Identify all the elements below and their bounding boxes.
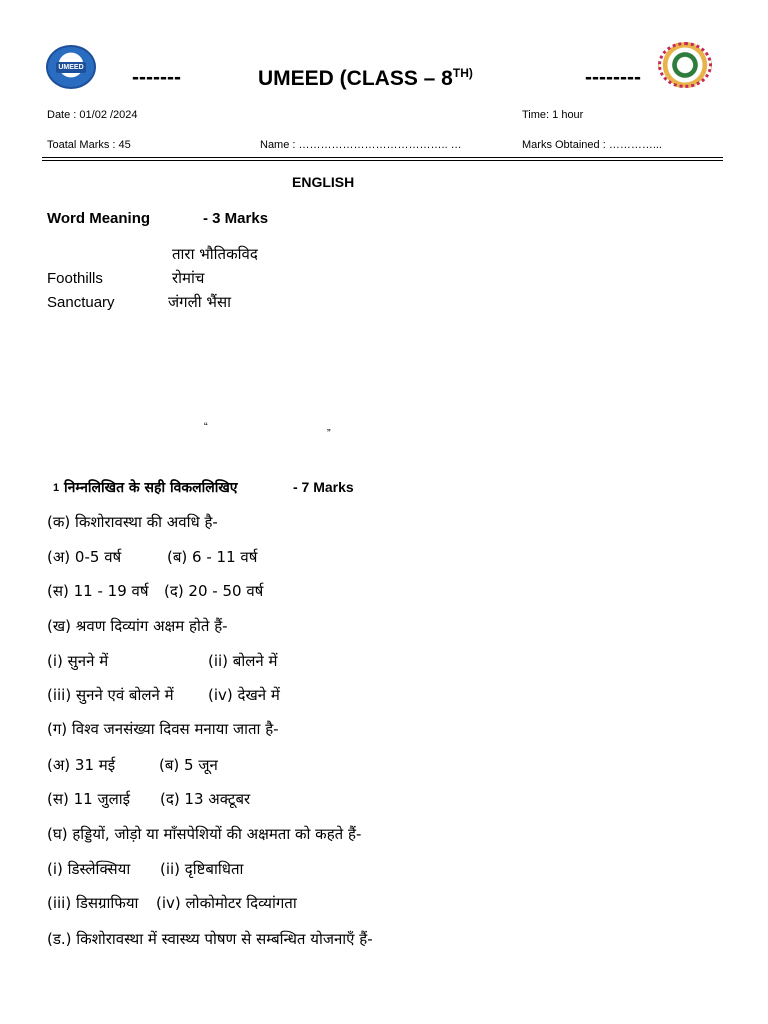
option-line: (ii) दृष्टिबाधिता xyxy=(160,860,244,878)
word-meaning-1: तारा भौतिकविद xyxy=(172,245,258,263)
header-divider-second xyxy=(42,160,723,161)
word-meaning-2: रोमांच xyxy=(172,269,205,287)
question-line: (घ) हड्डियों, जोड़ो या माँसपेशियों की अक्षमता को कहते हैं- xyxy=(47,825,362,843)
option-line: (ब) 6 - 11 वर्ष xyxy=(167,548,258,566)
header-dashes-left: ------- xyxy=(132,66,181,89)
institution-seal-logo xyxy=(658,42,712,88)
option-line: (अ) 0-5 वर्ष xyxy=(47,548,122,566)
header-dashes-right: -------- xyxy=(585,66,641,89)
option-line: (i) डिस्लेक्सिया xyxy=(47,860,131,878)
question-marks: - 7 Marks xyxy=(293,479,354,495)
quote-close: „ xyxy=(327,421,331,433)
header-divider xyxy=(42,157,723,158)
option-line: (द) 20 - 50 वर्ष xyxy=(164,582,264,600)
marks-obtained-field: Marks Obtained : …………... xyxy=(522,139,662,151)
question-line: (क) किशोरावस्था की अवधि है- xyxy=(47,513,218,531)
total-marks: Toatal Marks : 45 xyxy=(47,139,131,151)
word-meaning-3: जंगली भैंसा xyxy=(168,293,231,311)
option-line: (iii) सुनने एवं बोलने में xyxy=(47,686,174,704)
option-line: (द) 13 अक्टूबर xyxy=(160,790,251,808)
page-title: UMEED (CLASS – $8^{TH)}$ xyxy=(258,66,473,90)
umeed-logo-text: UMEED xyxy=(56,62,86,73)
subject-heading: ENGLISH xyxy=(292,174,355,190)
word-meaning-heading: Word Meaning xyxy=(47,210,151,227)
option-line: (अ) 31 मई xyxy=(47,756,116,774)
question-line: (ख) श्रवण दिव्यांग अक्षम होते हैं- xyxy=(47,617,228,635)
option-line: (i) सुनने में xyxy=(47,652,109,670)
umeed-logo xyxy=(46,45,96,89)
exam-time: Time: 1 hour xyxy=(522,109,584,121)
question-number: 1 xyxy=(53,482,60,494)
option-line: (iii) डिसग्राफिया xyxy=(47,894,139,912)
option-line: (स) 11 - 19 वर्ष xyxy=(47,582,149,600)
word-meaning-marks: - 3 Marks xyxy=(203,210,269,227)
option-line: (iv) लोकोमोटर दिव्यांगता xyxy=(156,894,297,912)
option-line: (iv) देखने में xyxy=(208,686,280,704)
quote-open: “ xyxy=(204,421,208,433)
option-line: (ii) बोलने में xyxy=(208,652,278,670)
option-line: (स) 11 जुलाई xyxy=(47,790,131,808)
word-3: Sanctuary xyxy=(47,294,115,311)
student-name-field: Name : ………………………………….. … xyxy=(260,139,462,151)
question-line: (ड.) किशोरावस्था में स्वास्थ्य पोषण से सम्बन्धित योजनाएँ हैं- xyxy=(47,930,373,948)
question-line: (ग) विश्व जनसंख्या दिवस मनाया जाता है- xyxy=(47,720,279,738)
exam-date: Date : 01/02 /2024 xyxy=(47,109,138,121)
option-line: (ब) 5 जून xyxy=(159,756,218,774)
question-heading: निम्नलिखित के सही विकललिखिए xyxy=(64,480,238,496)
word-2: Foothills xyxy=(47,270,103,287)
